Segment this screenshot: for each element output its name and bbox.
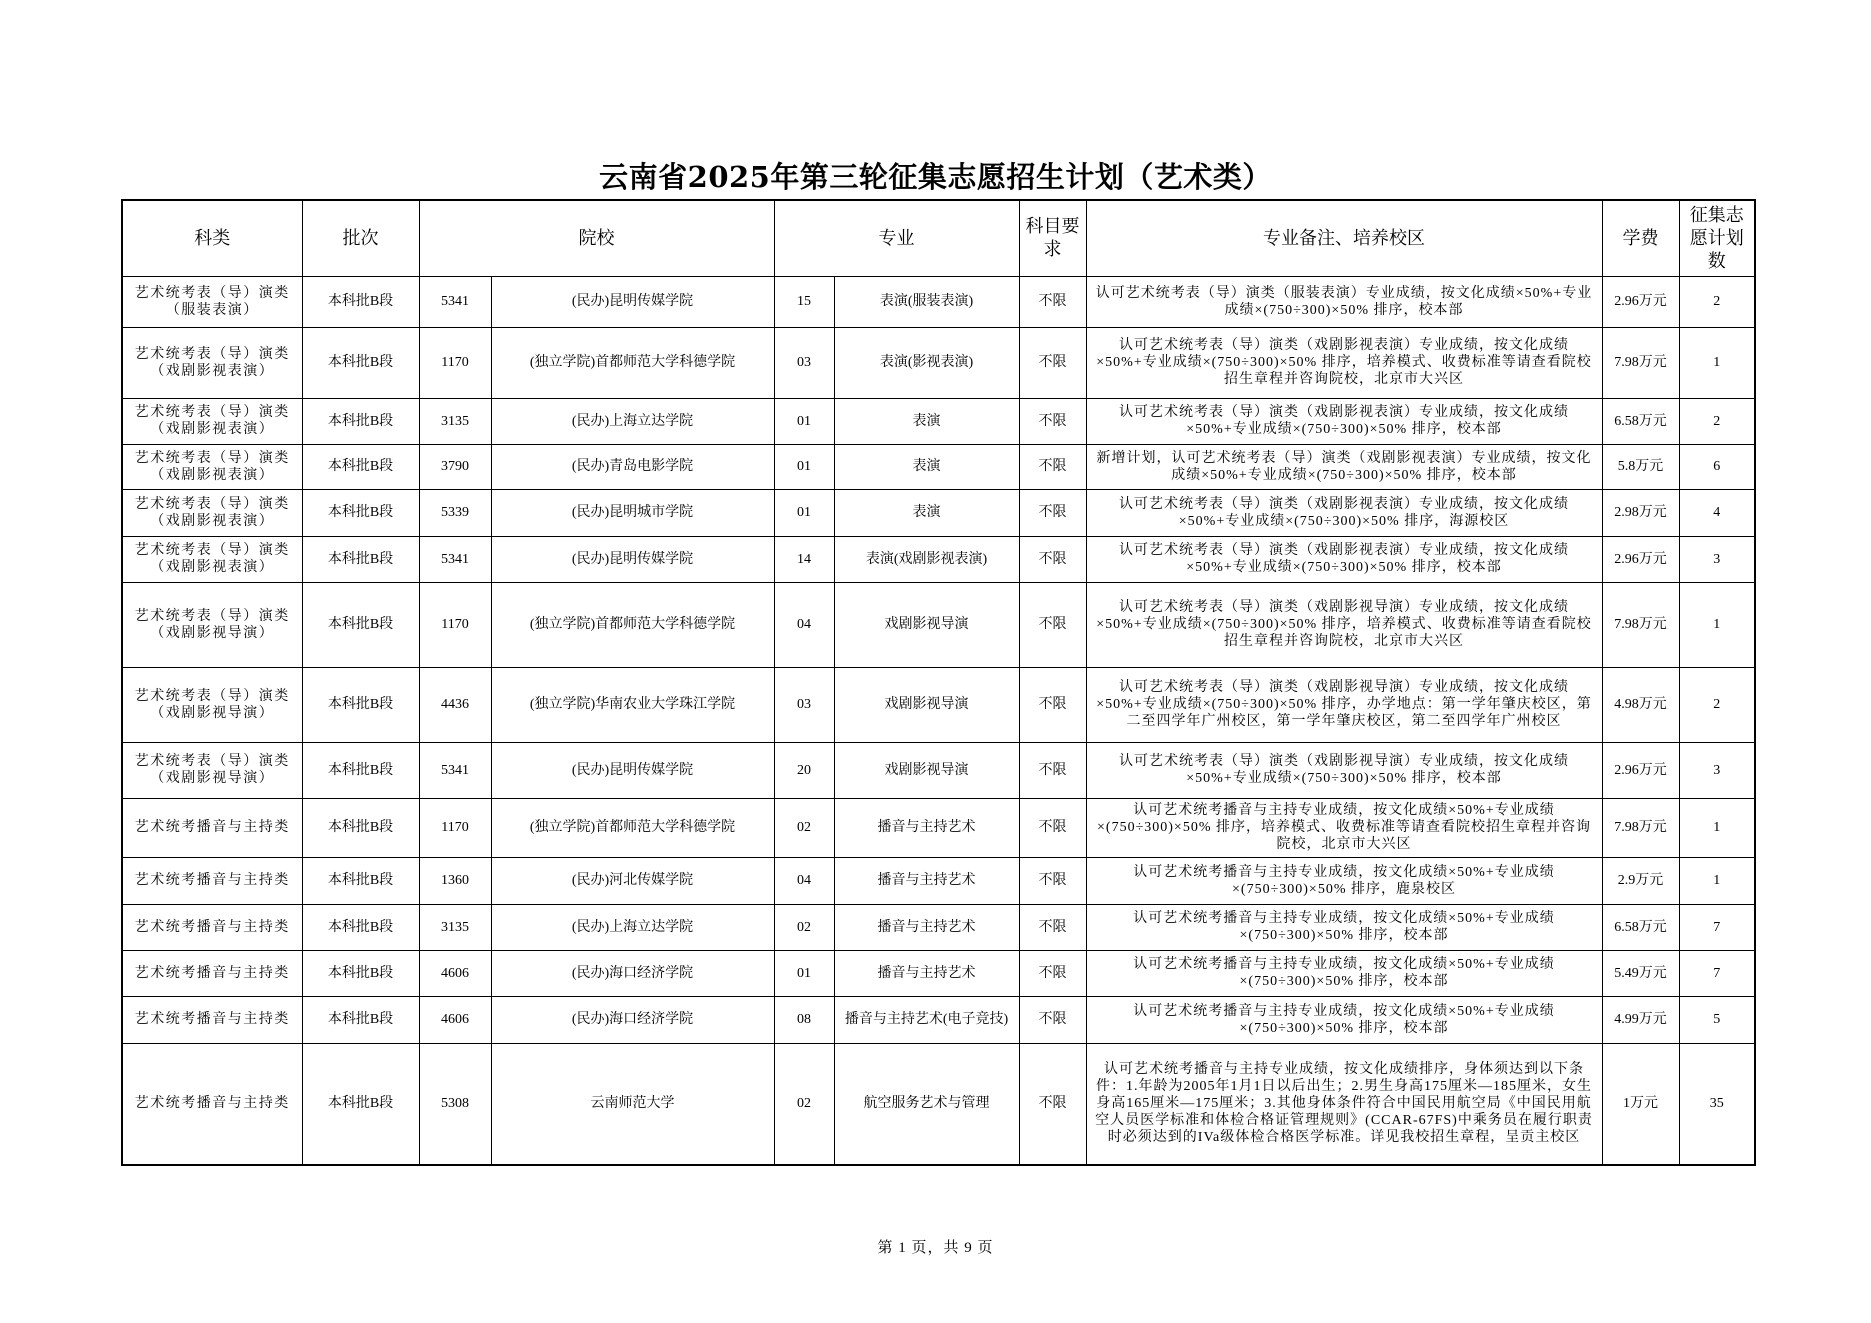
table-row	[122, 398, 1755, 444]
major-name-cell: 戏剧影视导演	[834, 667, 1019, 742]
school-code-cell: 4606	[419, 996, 491, 1043]
table-row	[122, 327, 1755, 398]
table-row	[122, 489, 1755, 536]
major-code-cell: 01	[774, 489, 834, 536]
table-row	[122, 742, 1755, 798]
remarks-cell: 认可艺术统考播音与主持专业成绩，按文化成绩×50%+专业成绩×(750÷300)×50% 排序，培养模式、收费标准等请查看院校招生章程并咨询院校，北京市大兴区	[1086, 798, 1602, 857]
school-name-cell: (民办)上海立达学院	[491, 398, 774, 444]
school-code-cell: 5308	[419, 1043, 491, 1165]
subject-requirement-cell: 不限	[1019, 489, 1086, 536]
table-row	[122, 1043, 1755, 1165]
plan-count-cell: 5	[1679, 996, 1755, 1043]
school-code-cell: 5339	[419, 489, 491, 536]
category-cell: 艺术统考播音与主持类	[122, 904, 302, 950]
major-name-cell: 表演	[834, 444, 1019, 489]
table-row	[122, 444, 1755, 489]
page-number-footer: 第 1 页，共 9 页	[877, 1240, 994, 1256]
tuition-cell: 4.98万元	[1602, 667, 1679, 742]
header-plan-count: 征集志愿计划数	[1679, 200, 1755, 276]
subject-requirement-cell: 不限	[1019, 904, 1086, 950]
remarks-cell: 认可艺术统考播音与主持专业成绩，按文化成绩×50%+专业成绩×(750÷300)×50% 排序，校本部	[1086, 950, 1602, 996]
plan-count-cell: 7	[1679, 904, 1755, 950]
tuition-cell: 2.9万元	[1602, 857, 1679, 904]
major-name-cell: 播音与主持艺术(电子竞技)	[834, 996, 1019, 1043]
tuition-cell: 2.96万元	[1602, 276, 1679, 327]
remarks-cell: 认可艺术统考播音与主持专业成绩，按文化成绩排序，身体须达到以下条件：1.年龄为2005年1月1日以后出生；2.男生身高175厘米—185厘米，女生身高165厘米—175厘米；3.其他身体条件符合中国民用航空局《中国民用航空人员医学标准和体检合格证管理规则》(CCAR-67FS)中乘务员在履行职责时必须达到的IVa级体检合格医学标准。详见我校招生章程，呈贡主校区	[1086, 1043, 1602, 1165]
batch-cell: 本科批B段	[302, 444, 419, 489]
batch-cell: 本科批B段	[302, 950, 419, 996]
major-name-cell: 播音与主持艺术	[834, 950, 1019, 996]
major-code-cell: 03	[774, 327, 834, 398]
batch-cell: 本科批B段	[302, 398, 419, 444]
remarks-cell: 认可艺术统考播音与主持专业成绩，按文化成绩×50%+专业成绩×(750÷300)×50% 排序，校本部	[1086, 996, 1602, 1043]
subject-requirement-cell: 不限	[1019, 582, 1086, 667]
table-row	[122, 667, 1755, 742]
school-name-cell: (独立学院)华南农业大学珠江学院	[491, 667, 774, 742]
school-name-cell: (独立学院)首都师范大学科德学院	[491, 798, 774, 857]
tuition-cell: 7.98万元	[1602, 798, 1679, 857]
school-name-cell: (民办)昆明传媒学院	[491, 276, 774, 327]
category-cell: 艺术统考播音与主持类	[122, 996, 302, 1043]
subject-requirement-cell: 不限	[1019, 667, 1086, 742]
remarks-cell: 认可艺术统考表（导）演类（戏剧影视表演）专业成绩，按文化成绩×50%+专业成绩×(750÷300)×50% 排序，校本部	[1086, 398, 1602, 444]
plan-count-cell: 1	[1679, 798, 1755, 857]
remarks-cell: 新增计划，认可艺术统考表（导）演类（戏剧影视表演）专业成绩，按文化成绩×50%+专业成绩×(750÷300)×50% 排序，校本部	[1086, 444, 1602, 489]
subject-requirement-cell: 不限	[1019, 1043, 1086, 1165]
subject-requirement-cell: 不限	[1019, 857, 1086, 904]
major-name-cell: 航空服务艺术与管理	[834, 1043, 1019, 1165]
category-cell: 艺术统考播音与主持类	[122, 1043, 302, 1165]
plan-count-cell: 4	[1679, 489, 1755, 536]
batch-cell: 本科批B段	[302, 276, 419, 327]
school-name-cell: (民办)昆明传媒学院	[491, 536, 774, 582]
major-name-cell: 表演(戏剧影视表演)	[834, 536, 1019, 582]
table-row	[122, 950, 1755, 996]
major-code-cell: 02	[774, 1043, 834, 1165]
header-major: 专业	[774, 200, 1019, 276]
category-cell: 艺术统考播音与主持类	[122, 950, 302, 996]
remarks-cell: 认可艺术统考表（导）演类（戏剧影视导演）专业成绩，按文化成绩×50%+专业成绩×(750÷300)×50% 排序，校本部	[1086, 742, 1602, 798]
school-code-cell: 5341	[419, 536, 491, 582]
school-name-cell: (民办)上海立达学院	[491, 904, 774, 950]
major-name-cell: 表演(影视表演)	[834, 327, 1019, 398]
tuition-cell: 2.98万元	[1602, 489, 1679, 536]
school-code-cell: 1170	[419, 798, 491, 857]
subject-requirement-cell: 不限	[1019, 742, 1086, 798]
batch-cell: 本科批B段	[302, 904, 419, 950]
table-row	[122, 857, 1755, 904]
plan-count-cell: 2	[1679, 398, 1755, 444]
subject-requirement-cell: 不限	[1019, 950, 1086, 996]
remarks-cell: 认可艺术统考表（导）演类（戏剧影视表演）专业成绩，按文化成绩×50%+专业成绩×(750÷300)×50% 排序，海源校区	[1086, 489, 1602, 536]
school-code-cell: 1170	[419, 327, 491, 398]
table-row	[122, 582, 1755, 667]
remarks-cell: 认可艺术统考表（导）演类（戏剧影视导演）专业成绩，按文化成绩×50%+专业成绩×(750÷300)×50% 排序，培养模式、收费标准等请查看院校招生章程并咨询院校，北京市大兴区	[1086, 582, 1602, 667]
school-code-cell: 4436	[419, 667, 491, 742]
major-name-cell: 戏剧影视导演	[834, 742, 1019, 798]
major-code-cell: 04	[774, 857, 834, 904]
subject-requirement-cell: 不限	[1019, 798, 1086, 857]
major-name-cell: 播音与主持艺术	[834, 798, 1019, 857]
category-cell: 艺术统考表（导）演类（戏剧影视导演）	[122, 667, 302, 742]
batch-cell: 本科批B段	[302, 536, 419, 582]
table-row	[122, 276, 1755, 327]
major-name-cell: 播音与主持艺术	[834, 857, 1019, 904]
major-name-cell: 戏剧影视导演	[834, 582, 1019, 667]
category-cell: 艺术统考表（导）演类（戏剧影视表演）	[122, 327, 302, 398]
plan-count-cell: 6	[1679, 444, 1755, 489]
subject-requirement-cell: 不限	[1019, 444, 1086, 489]
batch-cell: 本科批B段	[302, 996, 419, 1043]
batch-cell: 本科批B段	[302, 327, 419, 398]
remarks-cell: 认可艺术统考表（导）演类（戏剧影视表演）专业成绩，按文化成绩×50%+专业成绩×(750÷300)×50% 排序，校本部	[1086, 536, 1602, 582]
batch-cell: 本科批B段	[302, 742, 419, 798]
batch-cell: 本科批B段	[302, 582, 419, 667]
batch-cell: 本科批B段	[302, 667, 419, 742]
subject-requirement-cell: 不限	[1019, 276, 1086, 327]
header-remarks: 专业备注、培养校区	[1086, 200, 1602, 276]
major-code-cell: 04	[774, 582, 834, 667]
admissions-plan-table	[121, 199, 1756, 1166]
subject-requirement-cell: 不限	[1019, 536, 1086, 582]
major-code-cell: 01	[774, 444, 834, 489]
tuition-cell: 5.8万元	[1602, 444, 1679, 489]
tuition-cell: 2.96万元	[1602, 536, 1679, 582]
school-code-cell: 5341	[419, 276, 491, 327]
tuition-cell: 5.49万元	[1602, 950, 1679, 996]
tuition-cell: 6.58万元	[1602, 398, 1679, 444]
school-name-cell: (独立学院)首都师范大学科德学院	[491, 582, 774, 667]
plan-count-cell: 1	[1679, 857, 1755, 904]
school-name-cell: (民办)海口经济学院	[491, 996, 774, 1043]
subject-requirement-cell: 不限	[1019, 327, 1086, 398]
table-row	[122, 996, 1755, 1043]
major-name-cell: 表演	[834, 398, 1019, 444]
school-code-cell: 5341	[419, 742, 491, 798]
school-code-cell: 3135	[419, 904, 491, 950]
header-batch: 批次	[302, 200, 419, 276]
tuition-cell: 2.96万元	[1602, 742, 1679, 798]
tuition-cell: 7.98万元	[1602, 327, 1679, 398]
school-name-cell: (民办)海口经济学院	[491, 950, 774, 996]
major-code-cell: 02	[774, 798, 834, 857]
major-code-cell: 08	[774, 996, 834, 1043]
subject-requirement-cell: 不限	[1019, 398, 1086, 444]
batch-cell: 本科批B段	[302, 857, 419, 904]
major-name-cell: 表演(服装表演)	[834, 276, 1019, 327]
category-cell: 艺术统考播音与主持类	[122, 798, 302, 857]
table-row	[122, 536, 1755, 582]
plan-count-cell: 7	[1679, 950, 1755, 996]
major-code-cell: 01	[774, 398, 834, 444]
remarks-cell: 认可艺术统考表（导）演类（服装表演）专业成绩，按文化成绩×50%+专业成绩×(750÷300)×50% 排序，校本部	[1086, 276, 1602, 327]
school-code-cell: 1360	[419, 857, 491, 904]
tuition-cell: 4.99万元	[1602, 996, 1679, 1043]
major-code-cell: 20	[774, 742, 834, 798]
school-name-cell: (民办)昆明传媒学院	[491, 742, 774, 798]
plan-count-cell: 2	[1679, 667, 1755, 742]
tuition-cell: 6.58万元	[1602, 904, 1679, 950]
remarks-cell: 认可艺术统考播音与主持专业成绩，按文化成绩×50%+专业成绩×(750÷300)×50% 排序，校本部	[1086, 904, 1602, 950]
header-row	[122, 200, 1755, 276]
remarks-cell: 认可艺术统考表（导）演类（戏剧影视表演）专业成绩，按文化成绩×50%+专业成绩×(750÷300)×50% 排序，培养模式、收费标准等请查看院校招生章程并咨询院校，北京市大兴区	[1086, 327, 1602, 398]
school-name-cell: 云南师范大学	[491, 1043, 774, 1165]
category-cell: 艺术统考表（导）演类（戏剧影视导演）	[122, 742, 302, 798]
major-code-cell: 03	[774, 667, 834, 742]
plan-count-cell: 1	[1679, 582, 1755, 667]
school-code-cell: 1170	[419, 582, 491, 667]
tuition-cell: 7.98万元	[1602, 582, 1679, 667]
major-name-cell: 表演	[834, 489, 1019, 536]
school-code-cell: 3135	[419, 398, 491, 444]
major-name-cell: 播音与主持艺术	[834, 904, 1019, 950]
category-cell: 艺术统考表（导）演类（戏剧影视表演）	[122, 489, 302, 536]
remarks-cell: 认可艺术统考播音与主持专业成绩，按文化成绩×50%+专业成绩×(750÷300)×50% 排序，鹿泉校区	[1086, 857, 1602, 904]
subject-requirement-cell: 不限	[1019, 996, 1086, 1043]
batch-cell: 本科批B段	[302, 798, 419, 857]
plan-count-cell: 3	[1679, 742, 1755, 798]
header-category: 科类	[122, 200, 302, 276]
header-tuition: 学费	[1602, 200, 1679, 276]
school-code-cell: 3790	[419, 444, 491, 489]
school-name-cell: (民办)昆明城市学院	[491, 489, 774, 536]
header-subject-requirement: 科目要求	[1019, 200, 1086, 276]
category-cell: 艺术统考表（导）演类（戏剧影视表演）	[122, 536, 302, 582]
tuition-cell: 1万元	[1602, 1043, 1679, 1165]
table-row	[122, 798, 1755, 857]
category-cell: 艺术统考表（导）演类（戏剧影视导演）	[122, 582, 302, 667]
major-code-cell: 01	[774, 950, 834, 996]
plan-count-cell: 2	[1679, 276, 1755, 327]
category-cell: 艺术统考表（导）演类（服装表演）	[122, 276, 302, 327]
category-cell: 艺术统考表（导）演类（戏剧影视表演）	[122, 398, 302, 444]
school-name-cell: (民办)河北传媒学院	[491, 857, 774, 904]
remarks-cell: 认可艺术统考表（导）演类（戏剧影视导演）专业成绩，按文化成绩×50%+专业成绩×(750÷300)×50% 排序，办学地点：第一学年肇庆校区，第二至四学年广州校区，第一学年肇庆校区，第二至四学年广州校区	[1086, 667, 1602, 742]
batch-cell: 本科批B段	[302, 489, 419, 536]
school-name-cell: (民办)青岛电影学院	[491, 444, 774, 489]
plan-count-cell: 3	[1679, 536, 1755, 582]
plan-count-cell: 1	[1679, 327, 1755, 398]
header-school: 院校	[419, 200, 774, 276]
major-code-cell: 02	[774, 904, 834, 950]
school-name-cell: (独立学院)首都师范大学科德学院	[491, 327, 774, 398]
table-row	[122, 904, 1755, 950]
batch-cell: 本科批B段	[302, 1043, 419, 1165]
category-cell: 艺术统考播音与主持类	[122, 857, 302, 904]
page-title: 云南省2025年第三轮征集志愿招生计划（艺术类）	[599, 160, 1272, 194]
plan-count-cell: 35	[1679, 1043, 1755, 1165]
school-code-cell: 4606	[419, 950, 491, 996]
category-cell: 艺术统考表（导）演类（戏剧影视表演）	[122, 444, 302, 489]
major-code-cell: 15	[774, 276, 834, 327]
major-code-cell: 14	[774, 536, 834, 582]
